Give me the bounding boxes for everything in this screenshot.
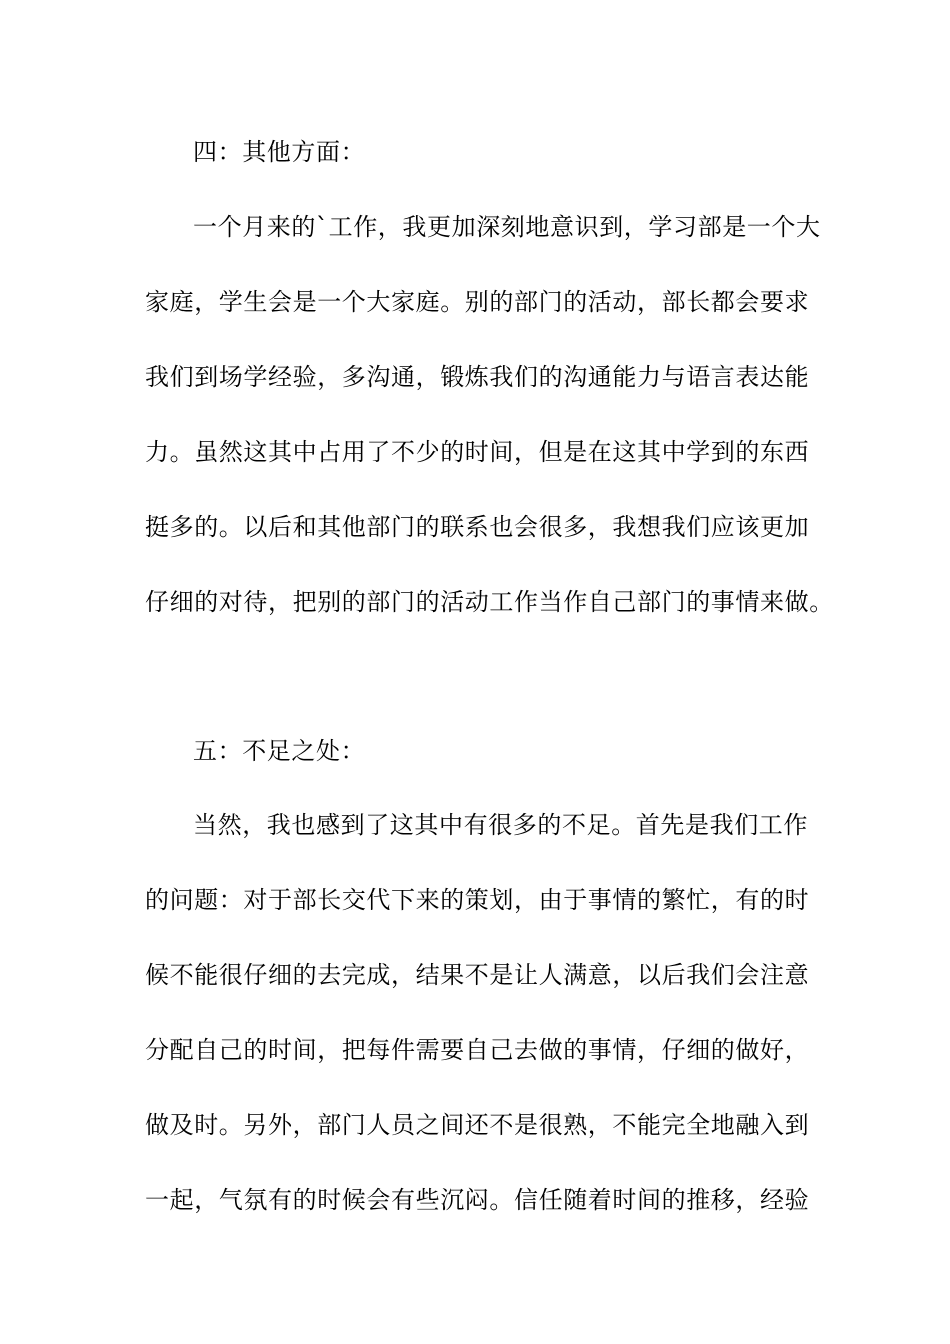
paragraph-line: 一起，气氛有的时候会有些沉闷。信任随着时间的推移，经验 xyxy=(145,1186,810,1214)
paragraph-line: 仔细的对待，把别的部门的活动工作当作自己部门的事情来做。 xyxy=(145,588,834,616)
paragraph-line: 一个月来的`工作，我更加深刻地意识到，学习部是一个大 xyxy=(193,213,821,241)
paragraph-line: 做及时。另外，部门人员之间还不是很熟，不能完全地融入到 xyxy=(145,1111,810,1139)
paragraph-line: 力。虽然这其中占用了不少的时间，但是在这其中学到的东西 xyxy=(145,438,810,466)
section-heading-4: 四：其他方面： xyxy=(193,138,366,166)
paragraph-line: 的问题：对于部长交代下来的策划，由于事情的繁忙，有的时 xyxy=(145,886,810,914)
paragraph-line: 候不能很仔细的去完成，结果不是让人满意，以后我们会注意 xyxy=(145,961,810,989)
paragraph-line: 家庭，学生会是一个大家庭。别的部门的活动，部长都会要求 xyxy=(145,288,810,316)
paragraph-line: 当然，我也感到了这其中有很多的不足。首先是我们工作 xyxy=(193,811,808,839)
paragraph-line: 分配自己的时间，把每件需要自己去做的事情，仔细的做好， xyxy=(145,1036,810,1064)
paragraph-line: 挺多的。以后和其他部门的联系也会很多，我想我们应该更加 xyxy=(145,513,810,541)
paragraph-line: 我们到场学经验，多沟通，锻炼我们的沟通能力与语言表达能 xyxy=(145,363,810,391)
section-heading-5: 五：不足之处： xyxy=(193,737,366,765)
